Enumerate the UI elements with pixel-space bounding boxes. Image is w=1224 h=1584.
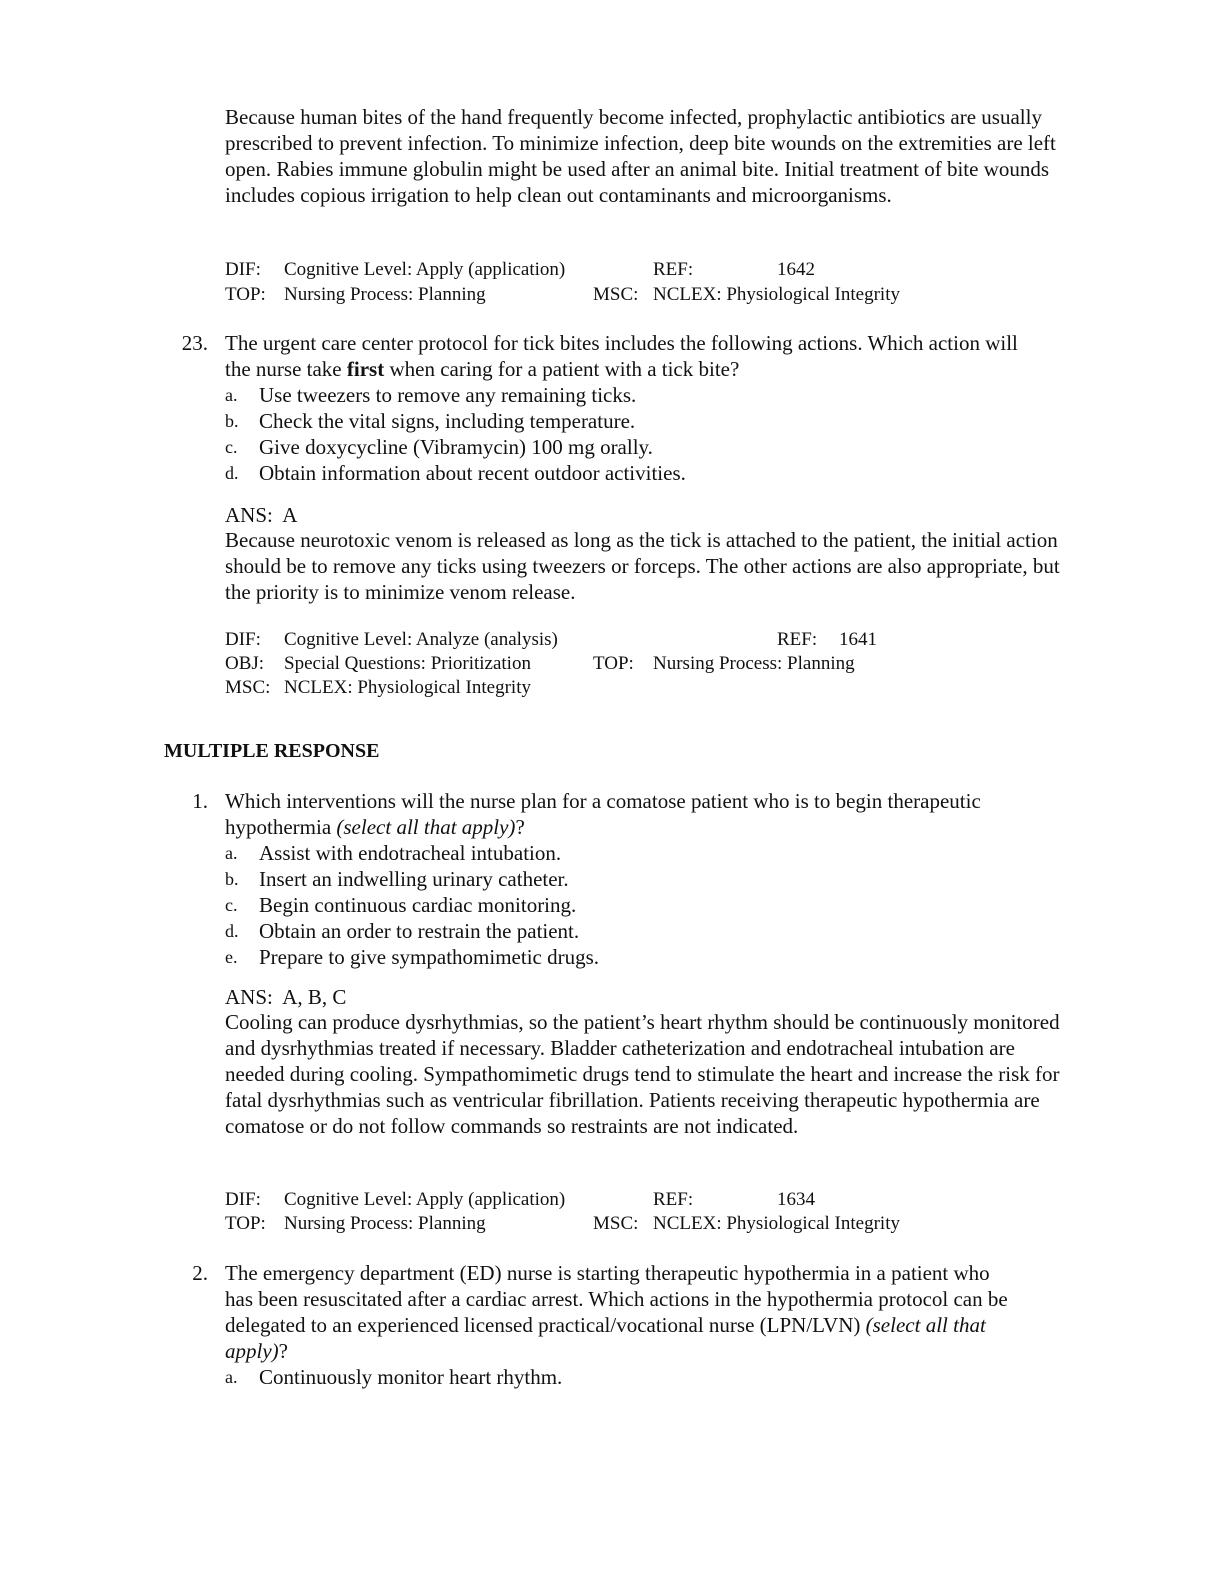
ref-value: 1641	[839, 629, 877, 650]
option-letter: d.	[225, 463, 239, 483]
question-stem-text: hypothermia	[225, 815, 337, 839]
question-stem: has been resuscitated after a cardiac arrest. Which actions in the hypothermia protocol can be	[225, 1287, 1008, 1311]
option-letter: a.	[225, 1367, 238, 1387]
ref-value: 1634	[777, 1189, 815, 1210]
question-stem	[225, 1338, 288, 1364]
section-heading: MULTIPLE RESPONSE	[164, 740, 380, 762]
question-number: 1.	[192, 789, 208, 813]
question-stem	[225, 356, 739, 382]
msc-value: NCLEX: Physiological Integrity	[284, 677, 531, 698]
ref-value: 1642	[777, 259, 815, 280]
option-letter: e.	[225, 947, 238, 967]
option-text: Assist with endotracheal intubation.	[259, 841, 562, 865]
top-value: Nursing Process: Planning	[653, 653, 855, 674]
dif-value: Cognitive Level: Analyze (analysis)	[284, 629, 558, 650]
answer-value: A	[282, 503, 298, 527]
question-number: 2.	[192, 1261, 208, 1285]
question-stem: Which interventions will the nurse plan for a comatose patient who is to begin therapeutic	[225, 789, 981, 813]
instruction-text: (select all that	[865, 1313, 986, 1337]
question-stem: The emergency department (ED) nurse is starting therapeutic hypothermia in a patient who	[225, 1261, 990, 1285]
top-value: Nursing Process: Planning	[284, 1213, 486, 1234]
option-text: Give doxycycline (Vibramycin) 100 mg orally.	[259, 435, 653, 459]
question-stem-text: when caring for a patient with a tick bite?	[384, 357, 740, 381]
option-text: Begin continuous cardiac monitoring.	[259, 893, 577, 917]
msc-label: MSC:	[593, 284, 639, 305]
obj-value: Special Questions: Prioritization	[284, 653, 531, 674]
msc-value: NCLEX: Physiological Integrity	[653, 284, 900, 305]
question-stem: The urgent care center protocol for tick bites includes the following actions. Which action will	[225, 331, 1018, 355]
option-text: Check the vital signs, including temperature.	[259, 409, 636, 433]
question-stem-text: ?	[515, 815, 525, 839]
question-stem-text: the nurse take	[225, 357, 347, 381]
emphasis-text: first	[346, 357, 385, 381]
option-text: Insert an indwelling urinary catheter.	[259, 867, 569, 891]
option-letter: b.	[225, 869, 239, 889]
msc-label: MSC:	[593, 1213, 639, 1234]
option-text: Prepare to give sympathomimetic drugs.	[259, 945, 600, 969]
question-number: 23.	[181, 331, 208, 355]
question-stem	[225, 1312, 986, 1338]
obj-label: OBJ:	[225, 653, 265, 674]
answer-label: ANS:	[225, 503, 273, 527]
dif-label: DIF:	[225, 629, 261, 650]
instruction-text: apply)	[225, 1339, 279, 1363]
top-value: Nursing Process: Planning	[284, 284, 486, 305]
question-stem-text: delegated to an experienced licensed practical/vocational nurse (LPN/LVN)	[225, 1313, 866, 1337]
top-label: TOP:	[225, 284, 266, 305]
option-letter: c.	[225, 437, 238, 457]
dif-label: DIF:	[225, 259, 261, 280]
option-text: Obtain information about recent outdoor activities.	[259, 461, 686, 485]
answer-line	[225, 984, 346, 1010]
top-label: TOP:	[225, 1213, 266, 1234]
rationale-paragraph: Because neurotoxic venom is released as long as the tick is attached to the patient, the initial action should be to remove any ticks using tweezers or forceps. The other actions are also appropriate, but the priority is to minimize venom release.	[225, 528, 1060, 604]
option-letter: a.	[225, 385, 238, 405]
option-text: Continuously monitor heart rhythm.	[259, 1365, 563, 1389]
option-letter: b.	[225, 411, 239, 431]
top-label: TOP:	[593, 653, 634, 674]
ref-label: REF:	[777, 629, 818, 650]
dif-value: Cognitive Level: Apply (application)	[284, 259, 566, 280]
dif-label: DIF:	[225, 1189, 261, 1210]
msc-value: NCLEX: Physiological Integrity	[653, 1213, 900, 1234]
instruction-text: (select all that apply)	[336, 815, 516, 839]
answer-value: A, B, C	[282, 985, 347, 1009]
ref-label: REF:	[653, 259, 694, 280]
option-letter: a.	[225, 843, 238, 863]
question-stem	[225, 814, 525, 840]
dif-value: Cognitive Level: Apply (application)	[284, 1189, 566, 1210]
msc-label: MSC:	[225, 677, 271, 698]
option-letter: d.	[225, 921, 239, 941]
option-text: Obtain an order to restrain the patient.	[259, 919, 580, 943]
option-text: Use tweezers to remove any remaining ticks.	[259, 383, 637, 407]
ref-label: REF:	[653, 1189, 694, 1210]
rationale-paragraph: Cooling can produce dysrhythmias, so the patient’s heart rhythm should be continuously monitored and dysrhythmias treated if necessary. Bladder catheterization and endotracheal intubation are needed during cooling. Sympathomimetic drugs tend to stimulate the heart and increase the risk for fatal dysrhythmias such as ventricular fibrillation. Patients receiving therapeutic hypothermia are comatose or do not follow commands so restraints are not indicated.	[225, 1010, 1060, 1138]
answer-line	[225, 502, 297, 528]
question-stem-text: ?	[278, 1339, 288, 1363]
rationale-paragraph: Because human bites of the hand frequently become infected, prophylactic antibiotics are usually prescribed to prevent infection. To minimize infection, deep bite wounds on the extremities are left open. Rabies immune globulin might be used after an animal bite. Initial treatment of bite wounds includes copious irrigation to help clean out contaminants and microorganisms.	[225, 105, 1056, 207]
option-letter: c.	[225, 895, 238, 915]
answer-label: ANS:	[225, 985, 273, 1009]
